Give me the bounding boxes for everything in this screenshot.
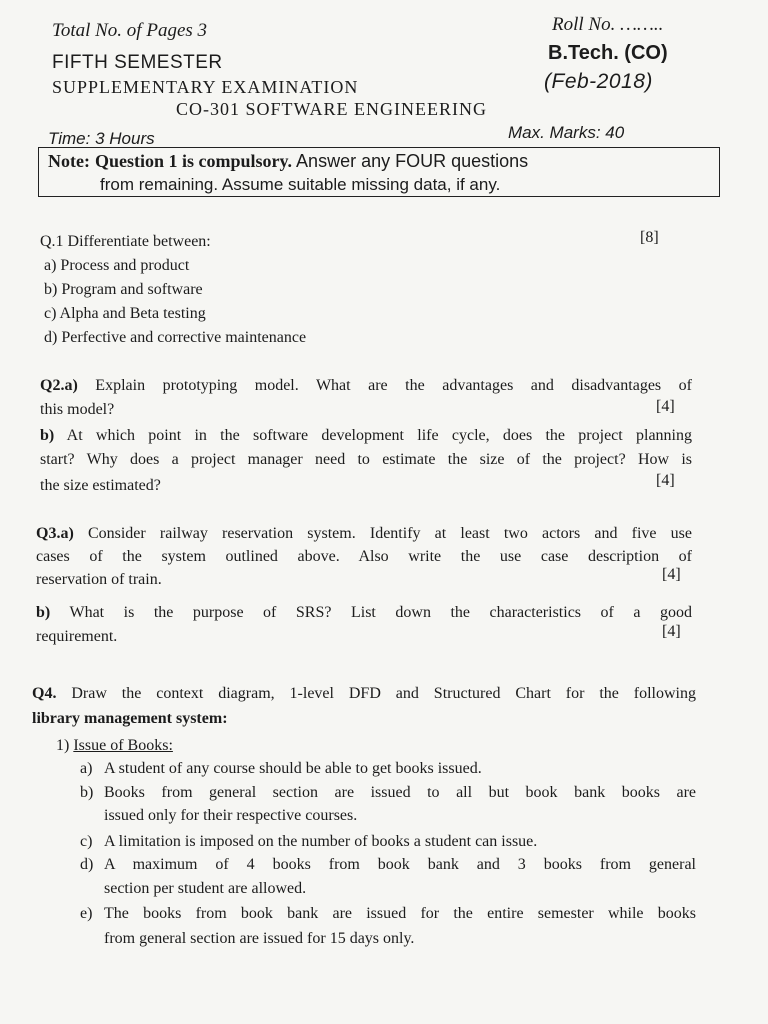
q4-line-2: library management system: <box>32 710 228 727</box>
q4-item-e-line-2: from general section are issued for 15 days only. <box>104 930 415 947</box>
q2a-label: Q2.a) <box>40 377 78 394</box>
roll-number: Roll No. …….. <box>552 14 664 35</box>
q4-label: Q4. <box>32 685 57 702</box>
q3a-line-1 <box>36 522 692 546</box>
q4-item-d-label: d) <box>80 856 94 873</box>
q3a-marks: [4] <box>662 566 681 583</box>
exam-date: (Feb-2018) <box>544 70 653 93</box>
q3b-line-1 <box>36 601 692 625</box>
semester: FIFTH SEMESTER <box>52 52 223 73</box>
q4-item-e-line-1: The books from book bank are issued for the entire semester while books <box>104 905 696 922</box>
q4-text-1: Draw the context diagram, 1-level DFD and Structured Chart for the following <box>71 685 697 702</box>
q3a-text-1: Consider railway reservation system. Identify at least two actors and five use <box>87 525 693 542</box>
q1-item-c: c) Alpha and Beta testing <box>44 305 206 322</box>
q4-item-c-label: c) <box>80 833 93 850</box>
note-label: Note: <box>48 151 90 171</box>
q3a-line-2: cases of the system outlined above. Also write the use case description of <box>36 548 692 565</box>
q2b-line-3: the size estimated? <box>40 477 161 494</box>
subject-title: CO-301 SOFTWARE ENGINEERING <box>176 99 487 119</box>
q4-item-b-label: b) <box>80 784 94 801</box>
q1-marks: [8] <box>640 229 659 246</box>
note-line-1 <box>48 151 528 172</box>
q4-sub-number: 1) <box>56 737 70 754</box>
q1-item-a: a) Process and product <box>44 257 190 274</box>
q3b-line-2: requirement. <box>36 628 118 645</box>
exam-type: SUPPLEMENTARY EXAMINATION <box>52 77 359 97</box>
q2b-marks: [4] <box>656 472 675 489</box>
q4-item-c-line-1: A limitation is imposed on the number of books a student can issue. <box>104 833 538 850</box>
total-pages: Total No. of Pages 3 <box>52 20 208 41</box>
q2a-line-1 <box>40 374 692 398</box>
q4-line-1 <box>32 682 696 706</box>
max-marks: Max. Marks: 40 <box>508 123 625 142</box>
q2b-line-1 <box>40 424 692 448</box>
q2a-line-2: this model? <box>40 401 115 418</box>
time-allowed: Time: 3 Hours <box>48 129 155 148</box>
q2b-line-2: start? Why does a project manager need to estimate the size of the project? How is <box>40 451 692 468</box>
q3b-marks: [4] <box>662 623 681 640</box>
q3b-text-1: What is the purpose of SRS? List down the characteristics of a good <box>69 604 692 621</box>
q4-item-b-line-1: Books from general section are issued to all but book bank books are <box>104 784 696 801</box>
q1-title: Q.1 Differentiate between: <box>40 233 211 250</box>
course: B.Tech. (CO) <box>548 42 668 64</box>
q4-item-b-line-2: issued only for their respective courses. <box>104 807 358 824</box>
note-line-2: from remaining. Assume suitable missing data, if any. <box>100 175 501 194</box>
q4-item-a-line-1: A student of any course should be able to get books issued. <box>104 760 482 777</box>
q4-subsection <box>56 734 173 758</box>
q3b-label: b) <box>36 604 51 621</box>
q2b-text-1: At which point in the software development life cycle, does the project planning <box>66 427 692 444</box>
q1-item-d: d) Perfective and corrective maintenance <box>44 329 307 346</box>
q2a-text-1: Explain prototyping model. What are the advantages and disadvantages of <box>95 377 692 394</box>
note-compulsory: Question 1 is compulsory. <box>95 151 293 171</box>
q1-item-b: b) Program and software <box>44 281 203 298</box>
q3a-label: Q3.a) <box>36 525 74 542</box>
q4-item-e-label: e) <box>80 905 93 922</box>
q4-sub-title: Issue of Books: <box>73 737 173 754</box>
q4-item-a-label: a) <box>80 760 93 777</box>
q4-item-d-line-1: A maximum of 4 books from book bank and 3 books from general <box>104 856 696 873</box>
q3a-line-3: reservation of train. <box>36 571 162 588</box>
q2a-marks: [4] <box>656 398 675 415</box>
note-rest: Answer any FOUR questions <box>296 151 529 171</box>
q4-item-d-line-2: section per student are allowed. <box>104 880 307 897</box>
q2b-label: b) <box>40 427 55 444</box>
